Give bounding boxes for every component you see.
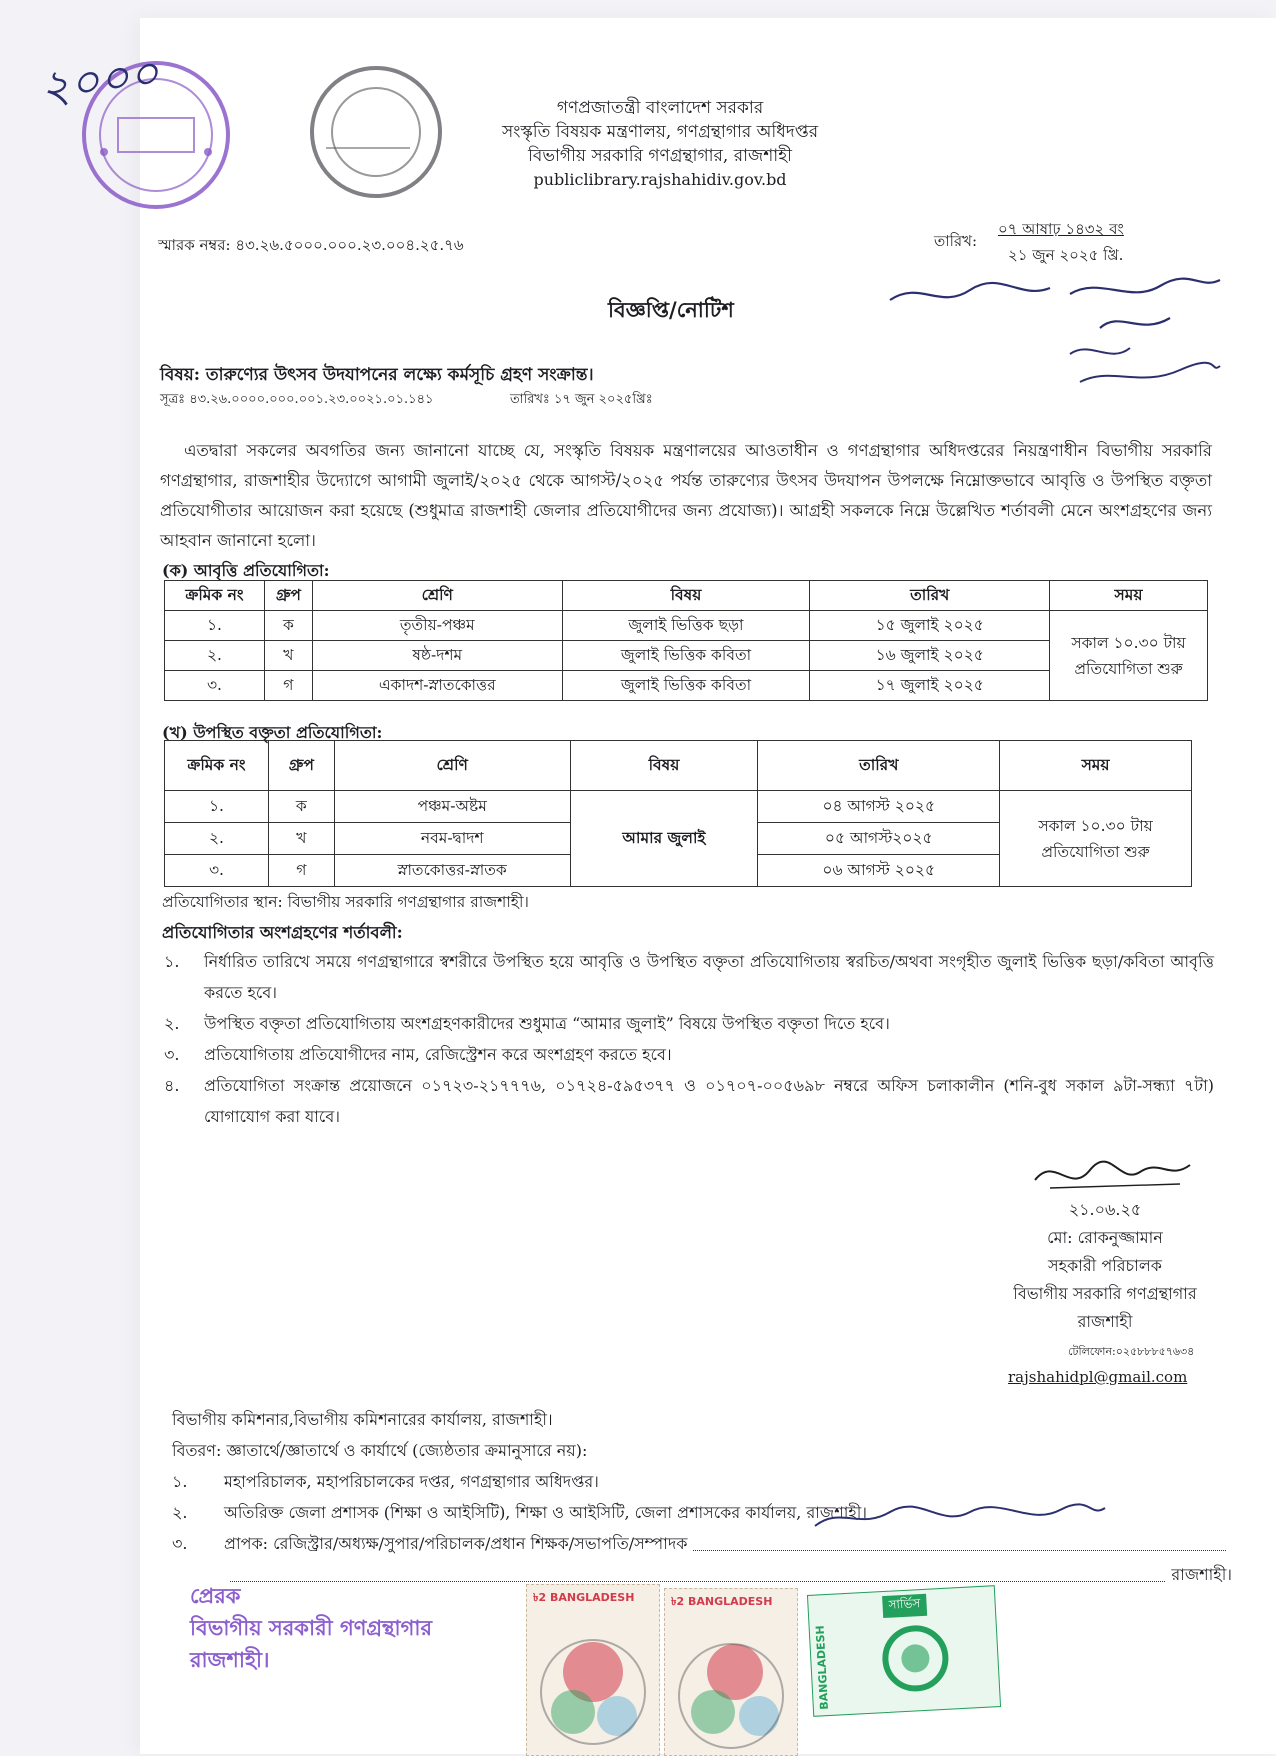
stamp-country: BANGLADESH bbox=[687, 1595, 773, 1608]
cell-date: ১৬ জুলাই ২০২৫ bbox=[810, 641, 1050, 671]
signatory-designation: সহকারী পরিচালক bbox=[1048, 1256, 1162, 1275]
item-text: উপস্থিত বক্তৃতা প্রতিযোগিতায় অংশগ্রহণকারীদের শুধুমাত্র “আমার জুলাই” বিষয়ে উপস্থিত বক্তৃতা দিতে হবে। bbox=[204, 1014, 890, 1033]
signatory-city: রাজশাহী bbox=[1077, 1312, 1133, 1331]
list-item bbox=[164, 1039, 1214, 1070]
cell-serial: ১. bbox=[165, 611, 265, 641]
cell-date: ০৫ আগস্ট২০২৫ bbox=[758, 823, 1000, 855]
sender-office: বিভাগীয় সরকারী গণগ্রন্থাগার bbox=[190, 1615, 433, 1640]
recitation-table bbox=[164, 580, 1208, 701]
cell-serial: ২. bbox=[165, 641, 265, 671]
item-text: অতিরিক্ত জেলা প্রশাসক (শিক্ষা ও আইসিটি), শিক্ষা ও আইসিটি, জেলা প্রশাসকের কার্যালয়, রাজশাহী। bbox=[224, 1503, 868, 1522]
stamp-label: সার্ভিস bbox=[882, 1594, 927, 1618]
cell-group: ক bbox=[268, 791, 334, 823]
stamp-country: BANGLADESH bbox=[549, 1591, 635, 1604]
recitation-label: (ক) আবৃত্তি প্রতিযোগিতা: bbox=[162, 561, 330, 580]
stamp-artwork-icon bbox=[527, 1612, 659, 1756]
recipient-line: বিভাগীয় কমিশনার,বিভাগীয় কমিশনারের কার্যালয়, রাজশাহী। bbox=[172, 1410, 553, 1429]
government-name: গণপ্রজাতন্ত্রী বাংলাদেশ সরকার bbox=[556, 98, 764, 118]
col-topic: বিষয় bbox=[562, 581, 810, 611]
cell-class: ষষ্ঠ-দশম bbox=[312, 641, 562, 671]
city-tail: রাজশাহী। bbox=[1171, 1565, 1232, 1584]
item-number: ৩. bbox=[164, 1045, 180, 1064]
email-link[interactable]: rajshahidpl@gmail.com bbox=[1008, 1368, 1188, 1386]
cell-serial: ২. bbox=[165, 823, 269, 855]
cell-class: একাদশ-স্নাতকোত্তর bbox=[312, 671, 562, 701]
postage-stamp-2 bbox=[664, 1588, 798, 1756]
distribution-intro: বিতরণ: জ্ঞাতার্থে/জ্ঞাতার্থে ও কার্যার্থে (জ্যেষ্ঠতার ক্রমানুসারে নয়): bbox=[172, 1441, 588, 1460]
item-number: ৩. bbox=[172, 1534, 188, 1553]
notice-title: বিজ্ঞপ্তি/নোটিশ bbox=[608, 297, 734, 322]
signatory-office: বিভাগীয় সরকারি গণগ্রন্থাগার bbox=[1013, 1284, 1197, 1303]
col-date: তারিখ bbox=[810, 581, 1050, 611]
col-topic: বিষয় bbox=[570, 741, 758, 791]
reference-number: সূত্রঃ ৪৩.২৬.০০০০.০০০.০০১.২৩.০০২১.০১.১৪১ bbox=[160, 392, 434, 407]
handwritten-recipient-icon bbox=[810, 1498, 1110, 1538]
time-line-2: প্রতিযোগিতা শুরু bbox=[1074, 659, 1183, 678]
table-row bbox=[165, 791, 1192, 823]
item-number: ২. bbox=[172, 1503, 188, 1522]
conditions-title: প্রতিযোগিতার অংশগ্রহণের শর্তাবলী: bbox=[162, 923, 403, 942]
item-text: প্রতিযোগিতায় প্রতিযোগীদের নাম, রেজিস্ট্রেশন করে অংশগ্রহণ করতে হবে। bbox=[204, 1045, 672, 1064]
sender-label: প্রেরক bbox=[190, 1583, 241, 1608]
item-number: ১. bbox=[164, 952, 180, 971]
date-label: তারিখ: bbox=[934, 232, 978, 250]
col-serial: ক্রমিক নং bbox=[165, 581, 265, 611]
cell-serial: ১. bbox=[165, 791, 269, 823]
stamp-value: ৳2 bbox=[533, 1591, 547, 1604]
date-bangla: ০৭ আষাঢ় ১৪৩২ বং bbox=[998, 220, 1124, 238]
website: publiclibrary.rajshahidiv.gov.bd bbox=[533, 170, 787, 189]
item-number: ২. bbox=[164, 1014, 180, 1033]
table-row bbox=[165, 611, 1208, 641]
stamp-country: BANGLADESH bbox=[813, 1625, 831, 1711]
office-name: বিভাগীয় সরকারি গণগ্রন্থাগার, রাজশাহী bbox=[528, 146, 792, 166]
cell-class: স্নাতকোত্তর-স্নাতক bbox=[334, 855, 570, 887]
cell-date: ১৫ জুলাই ২০২৫ bbox=[810, 611, 1050, 641]
cell-date: ০৬ আগস্ট ২০২৫ bbox=[758, 855, 1000, 887]
list-item bbox=[164, 946, 1214, 1008]
item-text: নির্ধারিত তারিখে সময়ে গণগ্রন্থাগারে স্বশরীরে উপস্থিত হয়ে আবৃত্তি ও উপস্থিত বক্তৃতা প্রতিযোগিতায় স্বরচিত/অথবা সংগৃহীত জুলাই ভিত্তিক ছড়া/কবিতা আবৃত্তি করতে হবে। bbox=[204, 952, 1214, 1002]
col-group: গ্রুপ bbox=[268, 741, 334, 791]
signature-date: ২১.০৬.২৫ bbox=[1068, 1200, 1142, 1219]
cell-class: তৃতীয়-পঞ্চম bbox=[312, 611, 562, 641]
list-item bbox=[164, 1008, 1214, 1039]
sender-stamp bbox=[190, 1580, 432, 1676]
venue-line: প্রতিযোগিতার স্থান: বিভাগীয় সরকারি গণগ্রন্থাগার রাজশাহী। bbox=[162, 893, 529, 911]
item-text: প্রাপক: রেজিস্ট্রার/অধ্যক্ষ/সুপার/পরিচালক/প্রধান শিক্ষক/সভাপতি/সম্পাদক bbox=[224, 1534, 688, 1553]
col-time: সময় bbox=[1000, 741, 1192, 791]
list-item bbox=[172, 1466, 1232, 1497]
cell-group: গ bbox=[268, 855, 334, 887]
speech-table bbox=[164, 740, 1192, 887]
cell-topic: আমার জুলাই bbox=[570, 791, 758, 887]
cell-class: নবম-দ্বাদশ bbox=[334, 823, 570, 855]
time-line-1: সকাল ১০.৩০ টায় bbox=[1071, 633, 1186, 652]
telephone: টেলিফোন:০২৫৮৮৮৫৭৬৩৪ bbox=[1068, 1345, 1195, 1358]
time-line-2: প্রতিযোগিতা শুরু bbox=[1041, 842, 1150, 861]
date-seal-icon bbox=[300, 56, 450, 206]
cell-serial: ৩. bbox=[165, 671, 265, 701]
cell-group: গ bbox=[264, 671, 312, 701]
col-date: তারিখ bbox=[758, 741, 1000, 791]
reference-date: তারিখঃ ১৭ জুন ২০২৫খ্রিঃ bbox=[510, 392, 653, 407]
dotted-fill bbox=[230, 1559, 1165, 1582]
stamp-artwork-icon bbox=[665, 1616, 797, 1756]
ministry-name: সংস্কৃতি বিষয়ক মন্ত্রণালয়, গণগ্রন্থাগার অধিদপ্তর bbox=[501, 122, 819, 142]
time-line-1: সকাল ১০.৩০ টায় bbox=[1038, 816, 1153, 835]
handwritten-note-icon bbox=[880, 270, 1240, 410]
col-group: গ্রুপ bbox=[264, 581, 312, 611]
sender-city: রাজশাহী। bbox=[190, 1647, 270, 1672]
cell-topic: জুলাই ভিত্তিক কবিতা bbox=[562, 671, 810, 701]
cell-time bbox=[1000, 791, 1192, 887]
memo-number: স্মারক নম্বর: ৪৩.২৬.৫০০০.০০০.২৩.০০৪.২৫.৭৬ bbox=[158, 236, 464, 254]
cell-group: ক bbox=[264, 611, 312, 641]
letterhead bbox=[480, 96, 840, 192]
cell-topic: জুলাই ভিত্তিক কবিতা bbox=[562, 641, 810, 671]
speech-label: (খ) উপস্থিত বক্তৃতা প্রতিযোগিতা: bbox=[162, 723, 383, 742]
col-serial: ক্রমিক নং bbox=[165, 741, 269, 791]
date-english: ২১ জুন ২০২৫ খ্রি. bbox=[1008, 246, 1124, 264]
notice-body: এতদ্বারা সকলের অবগতির জন্য জানানো যাচ্ছে যে, সংস্কৃতি বিষয়ক মন্ত্রণালয়ের আওতাধীন ও গণগ্রন্থাগার অধিদপ্তরের নিয়ন্ত্রণাধীন বিভাগীয় সরকারি গণগ্রন্থাগার, রাজশাহীর উদ্যোগে আগামী জুলাই/২০২৫ থেকে আগস্ট/২০২৫ পর্যন্ত তারুণ্যের উৎসব উদযাপন উপলক্ষে নিম্নোক্তভাবে আবৃত্তি ও উপস্থিত বক্তৃতা প্রতিযোগীতার আয়োজন করা হয়েছে (শুধুমাত্র রাজশাহী জেলার প্রতিযোগীদের জন্য প্রযোজ্য)। আগ্রহী সকলকে নিম্নে উল্লেখিত শর্তাবলী মেনে অংশগ্রহণের জন্য আহবান জানানো হলো। bbox=[160, 441, 1212, 550]
postage-stamp-1 bbox=[526, 1584, 660, 1756]
handwritten-number: ২০০০ bbox=[36, 44, 163, 116]
list-item bbox=[164, 1070, 1214, 1132]
cell-date: ১৭ জুলাই ২০২৫ bbox=[810, 671, 1050, 701]
signatory-name: মো: রোকনুজ্জামান bbox=[1047, 1228, 1163, 1247]
postage-stamp-3 bbox=[807, 1585, 1001, 1717]
cell-time bbox=[1050, 611, 1208, 701]
stamp-value: ৳2 bbox=[671, 1595, 685, 1608]
signature-icon bbox=[1030, 1150, 1200, 1200]
conditions-list bbox=[164, 946, 1214, 1132]
cell-class: পঞ্চম-অষ্টম bbox=[334, 791, 570, 823]
col-class: শ্রেণি bbox=[312, 581, 562, 611]
cell-date: ০৪ আগস্ট ২০২৫ bbox=[758, 791, 1000, 823]
item-text: প্রতিযোগিতা সংক্রান্ত প্রয়োজনে ০১৭২৩-২১৭৭৭৬, ০১৭২৪-৫৯৫৩৭৭ ও ০১৭০৭-০০৫৬৯৮ নম্বরে অফিস চলাকালীন (শনি-বুধ সকাল ৯টা-সন্ধ্যা ৭টা) যোগাযোগ করা যাবে। bbox=[204, 1076, 1214, 1126]
item-number: ১. bbox=[172, 1472, 188, 1491]
cell-group: খ bbox=[268, 823, 334, 855]
col-class: শ্রেণি bbox=[334, 741, 570, 791]
distribution-block bbox=[172, 1404, 1232, 1590]
item-text: মহাপরিচালক, মহাপরিচালকের দপ্তর, গণগ্রন্থাগার অধিদপ্তর। bbox=[224, 1472, 599, 1491]
subject-line: বিষয়: তারুণ্যের উৎসব উদযাপনের লক্ষ্যে কর্মসূচি গ্রহণ সংক্রান্ত। bbox=[160, 365, 594, 385]
cell-topic: জুলাই ভিত্তিক ছড়া bbox=[562, 611, 810, 641]
item-number: ৪. bbox=[164, 1076, 180, 1095]
signature-block bbox=[980, 1196, 1230, 1336]
col-time: সময় bbox=[1050, 581, 1208, 611]
cell-serial: ৩. bbox=[165, 855, 269, 887]
cell-group: খ bbox=[264, 641, 312, 671]
